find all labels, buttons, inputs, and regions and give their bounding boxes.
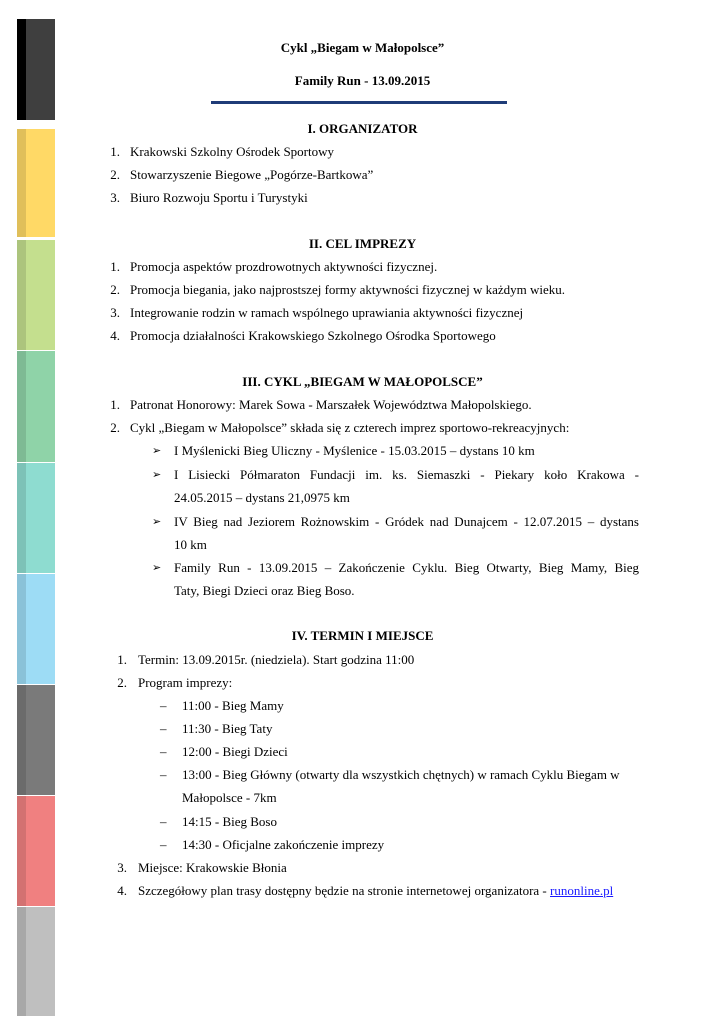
program-item: 11:30 - Bieg Taty xyxy=(182,721,273,736)
program-item: 14:30 - Oficjalne zakończenie imprezy xyxy=(182,837,385,852)
list-item: Integrowanie rodzin w ramach wspólnego uprawiania aktywności fizycznej xyxy=(130,305,524,320)
stripe-teal xyxy=(17,463,55,573)
dash-bullet: – xyxy=(160,698,167,713)
event-item: I Lisiecki Półmaraton Fundacji im. ks. Siemaszki - Piekary koło Krakowa - xyxy=(174,467,639,482)
list-number: 1. xyxy=(110,144,120,159)
organizer-website-link[interactable]: runonline.pl xyxy=(550,883,614,898)
dash-bullet: – xyxy=(160,721,167,736)
list-item xyxy=(138,883,613,899)
event-item: I Myślenicki Bieg Uliczny - Myślenice - 15.03.2015 – dystans 10 km xyxy=(174,443,535,458)
stripe-light-green xyxy=(17,240,55,350)
list-number: 1. xyxy=(110,259,120,274)
list-number: 1. xyxy=(117,652,127,667)
event-item: IV Bieg nad Jeziorem Rożnowskim - Gródek nad Dunajcem - 12.07.2015 – dystans xyxy=(174,514,639,529)
list-number: 3. xyxy=(110,190,120,205)
arrow-bullet-icon: ➢ xyxy=(152,515,162,528)
program-item-continued: Małopolsce - 7km xyxy=(182,790,277,805)
list-number: 2. xyxy=(117,675,127,690)
arrow-bullet-icon: ➢ xyxy=(152,468,162,481)
list-item: Cykl „Biegam w Małopolsce” składa się z czterech imprez sportowo-rekreacyjnych: xyxy=(130,420,570,435)
list-number: 2. xyxy=(110,282,120,297)
list-number: 3. xyxy=(110,305,120,320)
section-heading-cel-imprezy: II. CEL IMPREZY xyxy=(308,236,417,251)
arrow-bullet-icon: ➢ xyxy=(152,444,162,457)
arrow-bullet-icon: ➢ xyxy=(152,561,162,574)
list-item-text: Szczegółowy plan trasy dostępny będzie na stronie internetowej organizatora - xyxy=(138,883,551,898)
section-heading-termin: IV. TERMIN I MIEJSCE xyxy=(291,628,434,643)
stripe-dark-gray xyxy=(17,685,55,795)
stripe-green xyxy=(17,351,55,462)
list-item: Biuro Rozwoju Sportu i Turystyki xyxy=(130,190,308,205)
list-number: 1. xyxy=(110,397,120,412)
program-item: 12:00 - Biegi Dzieci xyxy=(182,744,288,759)
list-number: 2. xyxy=(110,167,120,182)
stripe-red xyxy=(17,796,55,906)
dash-bullet: – xyxy=(160,767,167,782)
stripe-gray xyxy=(17,907,55,1016)
stripe-yellow xyxy=(17,129,55,237)
document-title: Cykl „Biegam w Małopolsce” xyxy=(280,40,445,55)
document-subtitle: Family Run - 13.09.2015 xyxy=(294,73,431,88)
list-item: Stowarzyszenie Biegowe „Pogórze-Bartkowa” xyxy=(130,167,374,182)
list-item: Termin: 13.09.2015r. (niedziela). Start godzina 11:00 xyxy=(138,652,415,667)
list-number: 2. xyxy=(110,420,120,435)
section-heading-cykl: III. CYKL „BIEGAM W MAŁOPOLSCE” xyxy=(242,374,483,389)
section-heading-organizator: I. ORGANIZATOR xyxy=(307,121,418,136)
title-rule xyxy=(211,101,507,104)
program-item: 14:15 - Bieg Boso xyxy=(182,814,277,829)
event-item-continued: 10 km xyxy=(174,537,207,552)
list-item: Krakowski Szkolny Ośrodek Sportowy xyxy=(130,144,335,159)
side-color-stripes xyxy=(17,19,55,1016)
dash-bullet: – xyxy=(160,814,167,829)
event-item-continued: 24.05.2015 – dystans 21,0975 km xyxy=(174,490,350,505)
program-item: 11:00 - Bieg Mamy xyxy=(182,698,284,713)
list-item: Program imprezy: xyxy=(138,675,233,690)
dash-bullet: – xyxy=(160,837,167,852)
list-item: Patronat Honorowy: Marek Sowa - Marszałek Województwa Małopolskiego. xyxy=(130,397,532,412)
list-number: 4. xyxy=(110,328,120,343)
event-item: Family Run - 13.09.2015 – Zakończenie Cyklu. Bieg Otwarty, Bieg Mamy, Bieg xyxy=(174,560,639,575)
list-number: 3. xyxy=(117,860,127,875)
list-item: Miejsce: Krakowskie Błonia xyxy=(138,860,287,875)
stripe-black xyxy=(17,19,55,120)
list-item: Promocja aspektów prozdrowotnych aktywności fizycznej. xyxy=(130,259,438,274)
dash-bullet: – xyxy=(160,744,167,759)
program-item: 13:00 - Bieg Główny (otwarty dla wszystkich chętnych) w ramach Cyklu Biegam w xyxy=(182,767,620,782)
event-item-continued: Taty, Biegi Dzieci oraz Bieg Boso. xyxy=(174,583,355,598)
list-number: 4. xyxy=(117,883,127,898)
list-item: Promocja biegania, jako najprostszej formy aktywności fizycznej w każdym wieku. xyxy=(130,282,566,297)
list-item: Promocja działalności Krakowskiego Szkolnego Ośrodka Sportowego xyxy=(130,328,496,343)
